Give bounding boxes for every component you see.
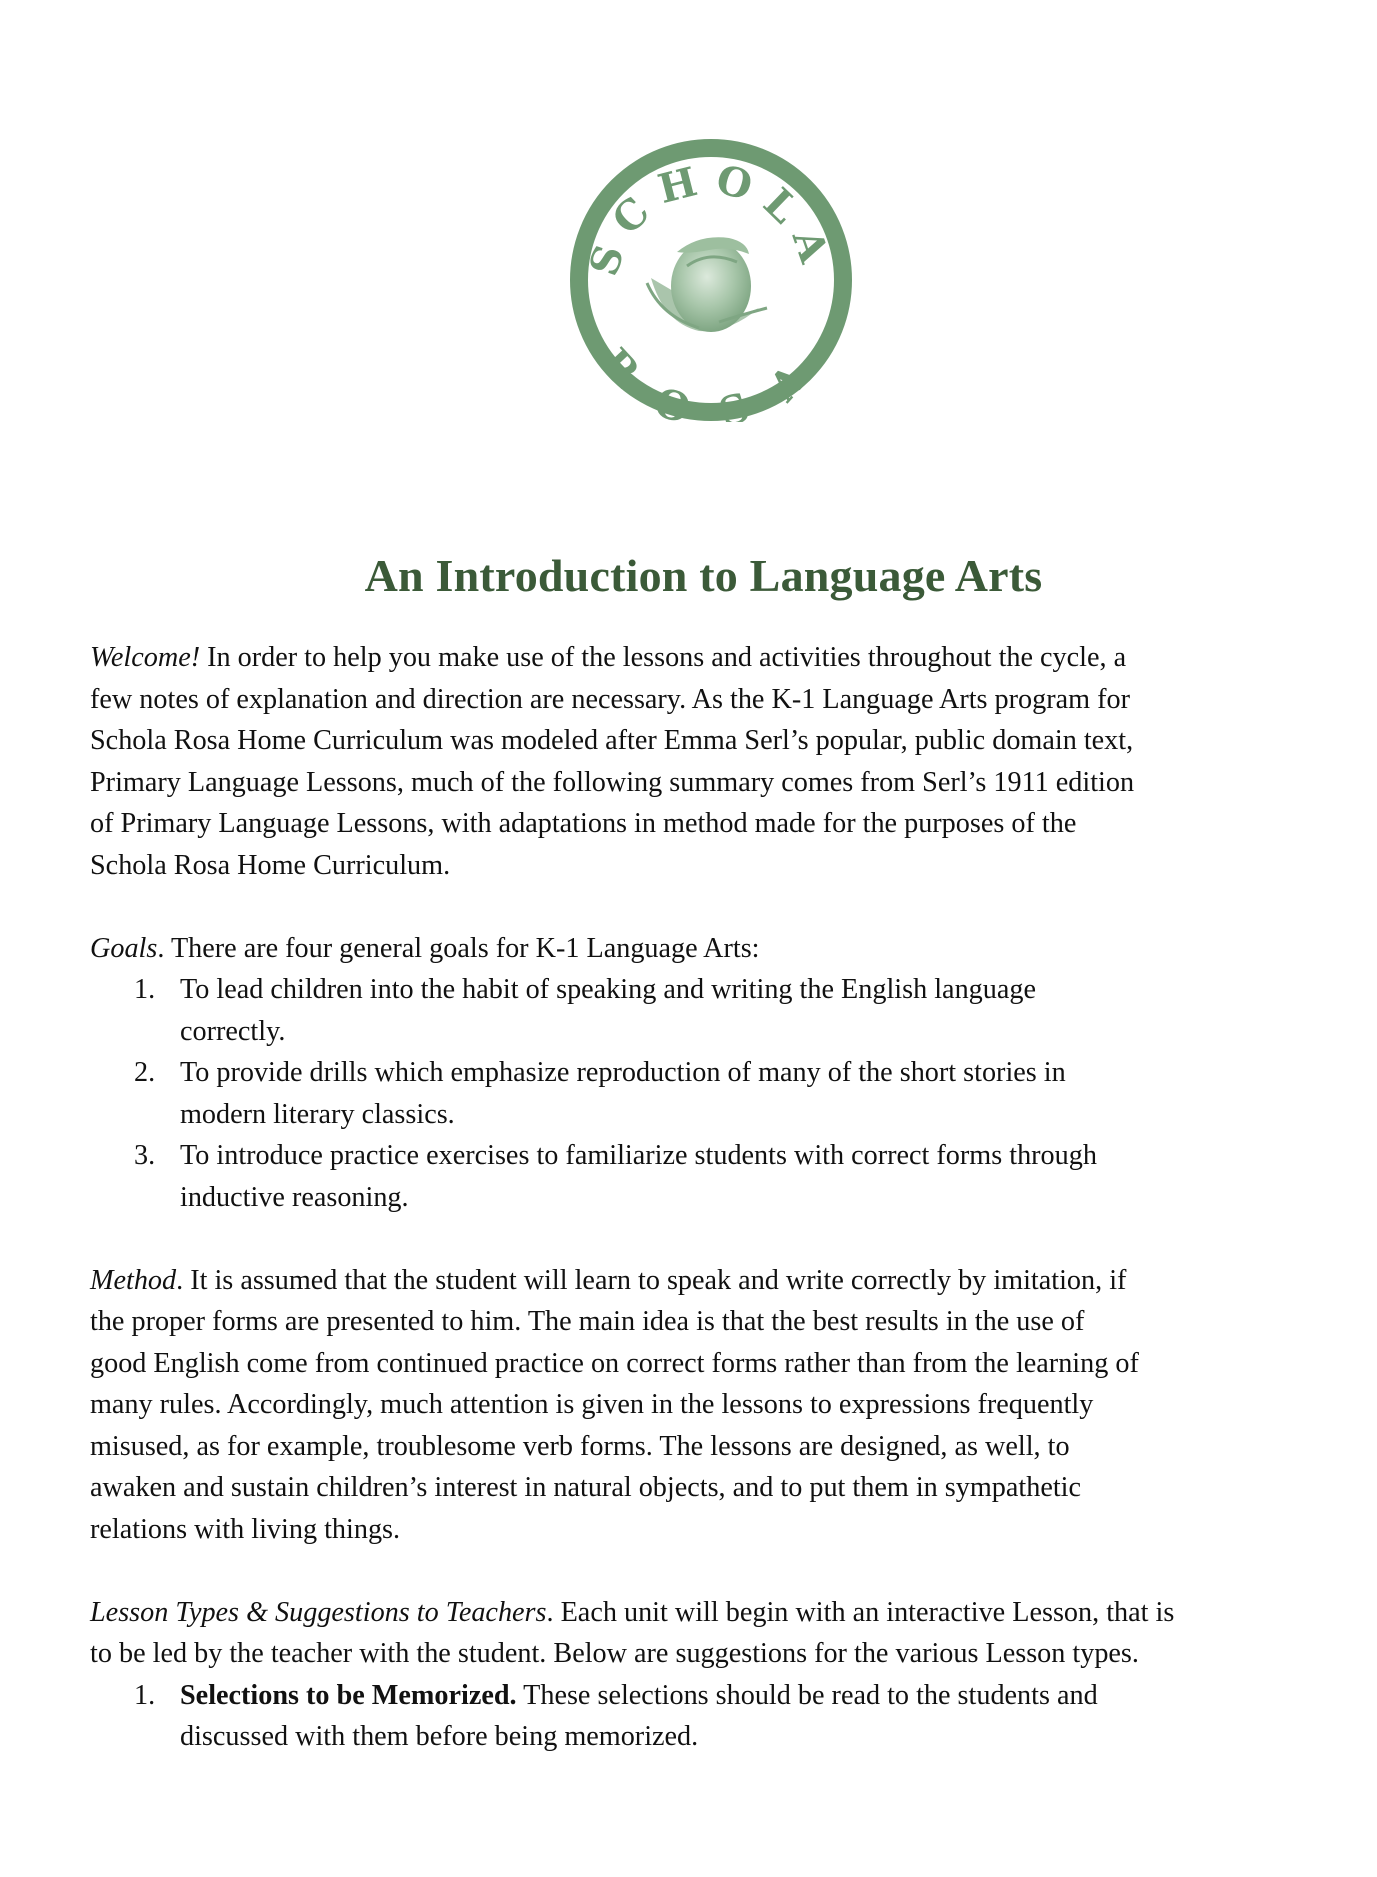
paragraph-line: to be led by the teacher with the student. Below are suggestions for the various Lesson types. (90, 1638, 1139, 1669)
list-number: 3. (134, 1140, 156, 1171)
welcome-lead: Welcome! (90, 642, 201, 673)
paragraph-line: Welcome! In order to help you make use of the lessons and activities throughout the cycle, a (90, 642, 1127, 673)
paragraph-line: Method. It is assumed that the student will learn to speak and write correctly by imitation, if (90, 1265, 1127, 1296)
method-lead: Method (90, 1265, 177, 1296)
list-item-line: To introduce practice exercises to familiarize students with correct forms through (180, 1140, 1097, 1171)
schola-rosa-logo (569, 138, 853, 422)
paragraph-line: of Primary Language Lessons, with adaptations in method made for the purposes of the (90, 808, 1077, 839)
list-item-line: discussed with them before being memorized. (180, 1721, 699, 1752)
lesson-types-lead: Lesson Types & Suggestions to Teachers (90, 1597, 547, 1628)
paragraph-line: relations with living things. (90, 1514, 401, 1545)
paragraph-line: Primary Language Lessons, much of the following summary comes from Serl’s 1911 edition (90, 767, 1135, 798)
goals-intro: Goals. There are four general goals for K-1 Language Arts: (90, 933, 760, 964)
paragraph-line: Schola Rosa Home Curriculum was modeled after Emma Serl’s popular, public domain text, (90, 725, 1134, 756)
list-number: 1. (134, 1680, 156, 1711)
paragraph-line: many rules. Accordingly, much attention is given in the lessons to expressions frequently (90, 1389, 1094, 1420)
list-number: 1. (134, 974, 156, 1005)
paragraph-line: awaken and sustain children’s interest in natural objects, and to put them in sympathetic (90, 1472, 1082, 1503)
page-title: An Introduction to Language Arts (364, 550, 1043, 601)
goals-lead: Goals (90, 933, 158, 964)
svg-text:SCHOLA: SCHOLA (580, 154, 843, 282)
paragraph-line: the proper forms are presented to him. The main idea is that the best results in the use of (90, 1306, 1085, 1337)
list-item-line: correctly. (180, 1016, 286, 1047)
list-number: 2. (134, 1057, 156, 1088)
paragraph-line: few notes of explanation and direction are necessary. As the K-1 Language Arts program for (90, 684, 1130, 715)
list-item-line: To lead children into the habit of speaking and writing the English language (180, 974, 1036, 1005)
list-item-line: Selections to be Memorized. These selections should be read to the students and (180, 1680, 1098, 1711)
paragraph-line: Schola Rosa Home Curriculum. (90, 850, 451, 881)
list-item-line: inductive reasoning. (180, 1182, 409, 1213)
paragraph-line: Lesson Types & Suggestions to Teachers. Each unit will begin with an interactive Lesson, that is (90, 1597, 1175, 1628)
paragraph-line: good English come from continued practice on correct forms rather than from the learning of (90, 1348, 1139, 1379)
paragraph-line: misused, as for example, troublesome verb forms. The lessons are designed, as well, to (90, 1431, 1070, 1462)
list-item-heading: Selections to be Memorized. (180, 1680, 517, 1711)
list-item-line: To provide drills which emphasize reproduction of many of the short stories in (180, 1057, 1066, 1088)
svg-text:ROSA: ROSA (591, 339, 831, 422)
rose-emblem-icon (569, 138, 853, 422)
list-item-line: modern literary classics. (180, 1099, 455, 1130)
